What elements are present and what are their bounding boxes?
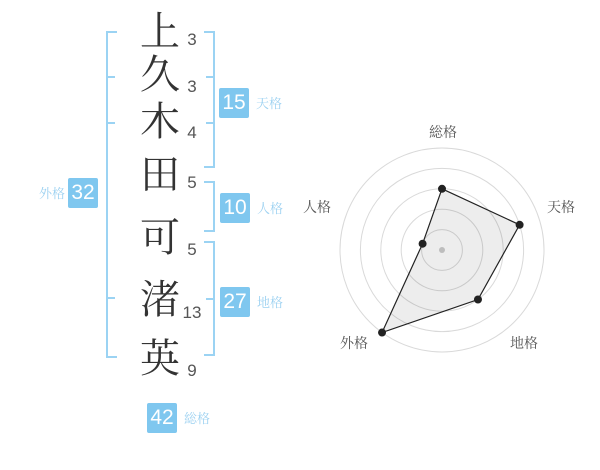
stroke-count-5: 5 (187, 240, 197, 259)
stroke-count-7: 9 (187, 361, 197, 380)
name-char-3: 木 (140, 100, 180, 144)
gaikaku-label: 外格 (38, 186, 65, 201)
radar-axis-label-soukaku: 総格 (429, 124, 457, 140)
tenkaku-label: 天格 (256, 96, 283, 111)
stroke-count-3: 4 (187, 123, 197, 142)
chikaku-label: 地格 (257, 295, 284, 310)
radar-axis-label-tenkaku: 天格 (547, 199, 575, 215)
name-char-6: 渚 (140, 278, 180, 322)
name-char-7: 英 (140, 337, 180, 381)
stroke-count-4: 5 (187, 173, 197, 192)
gaikaku-value-badge: 32 (68, 178, 98, 208)
stroke-count-6: 13 (182, 303, 202, 322)
soukaku-value-badge: 42 (147, 403, 177, 433)
tenkaku-value-badge: 15 (219, 88, 249, 118)
jinkaku-value-badge: 10 (220, 193, 250, 223)
stroke-count-2: 3 (187, 77, 197, 96)
name-char-5: 可 (140, 216, 180, 260)
stroke-count-1: 3 (187, 30, 197, 49)
name-char-1: 上 (140, 10, 180, 54)
jinkaku-label: 人格 (257, 201, 284, 216)
soukaku-label: 総格 (184, 411, 211, 426)
name-char-4: 田 (140, 153, 180, 197)
radar-axis-label-chikaku: 地格 (510, 335, 538, 351)
radar-axis-label-gaikaku: 外格 (340, 335, 368, 351)
radar-axis-label-jinkaku: 人格 (303, 199, 331, 215)
chikaku-value-badge: 27 (220, 287, 250, 317)
name-char-2: 久 (140, 53, 180, 97)
